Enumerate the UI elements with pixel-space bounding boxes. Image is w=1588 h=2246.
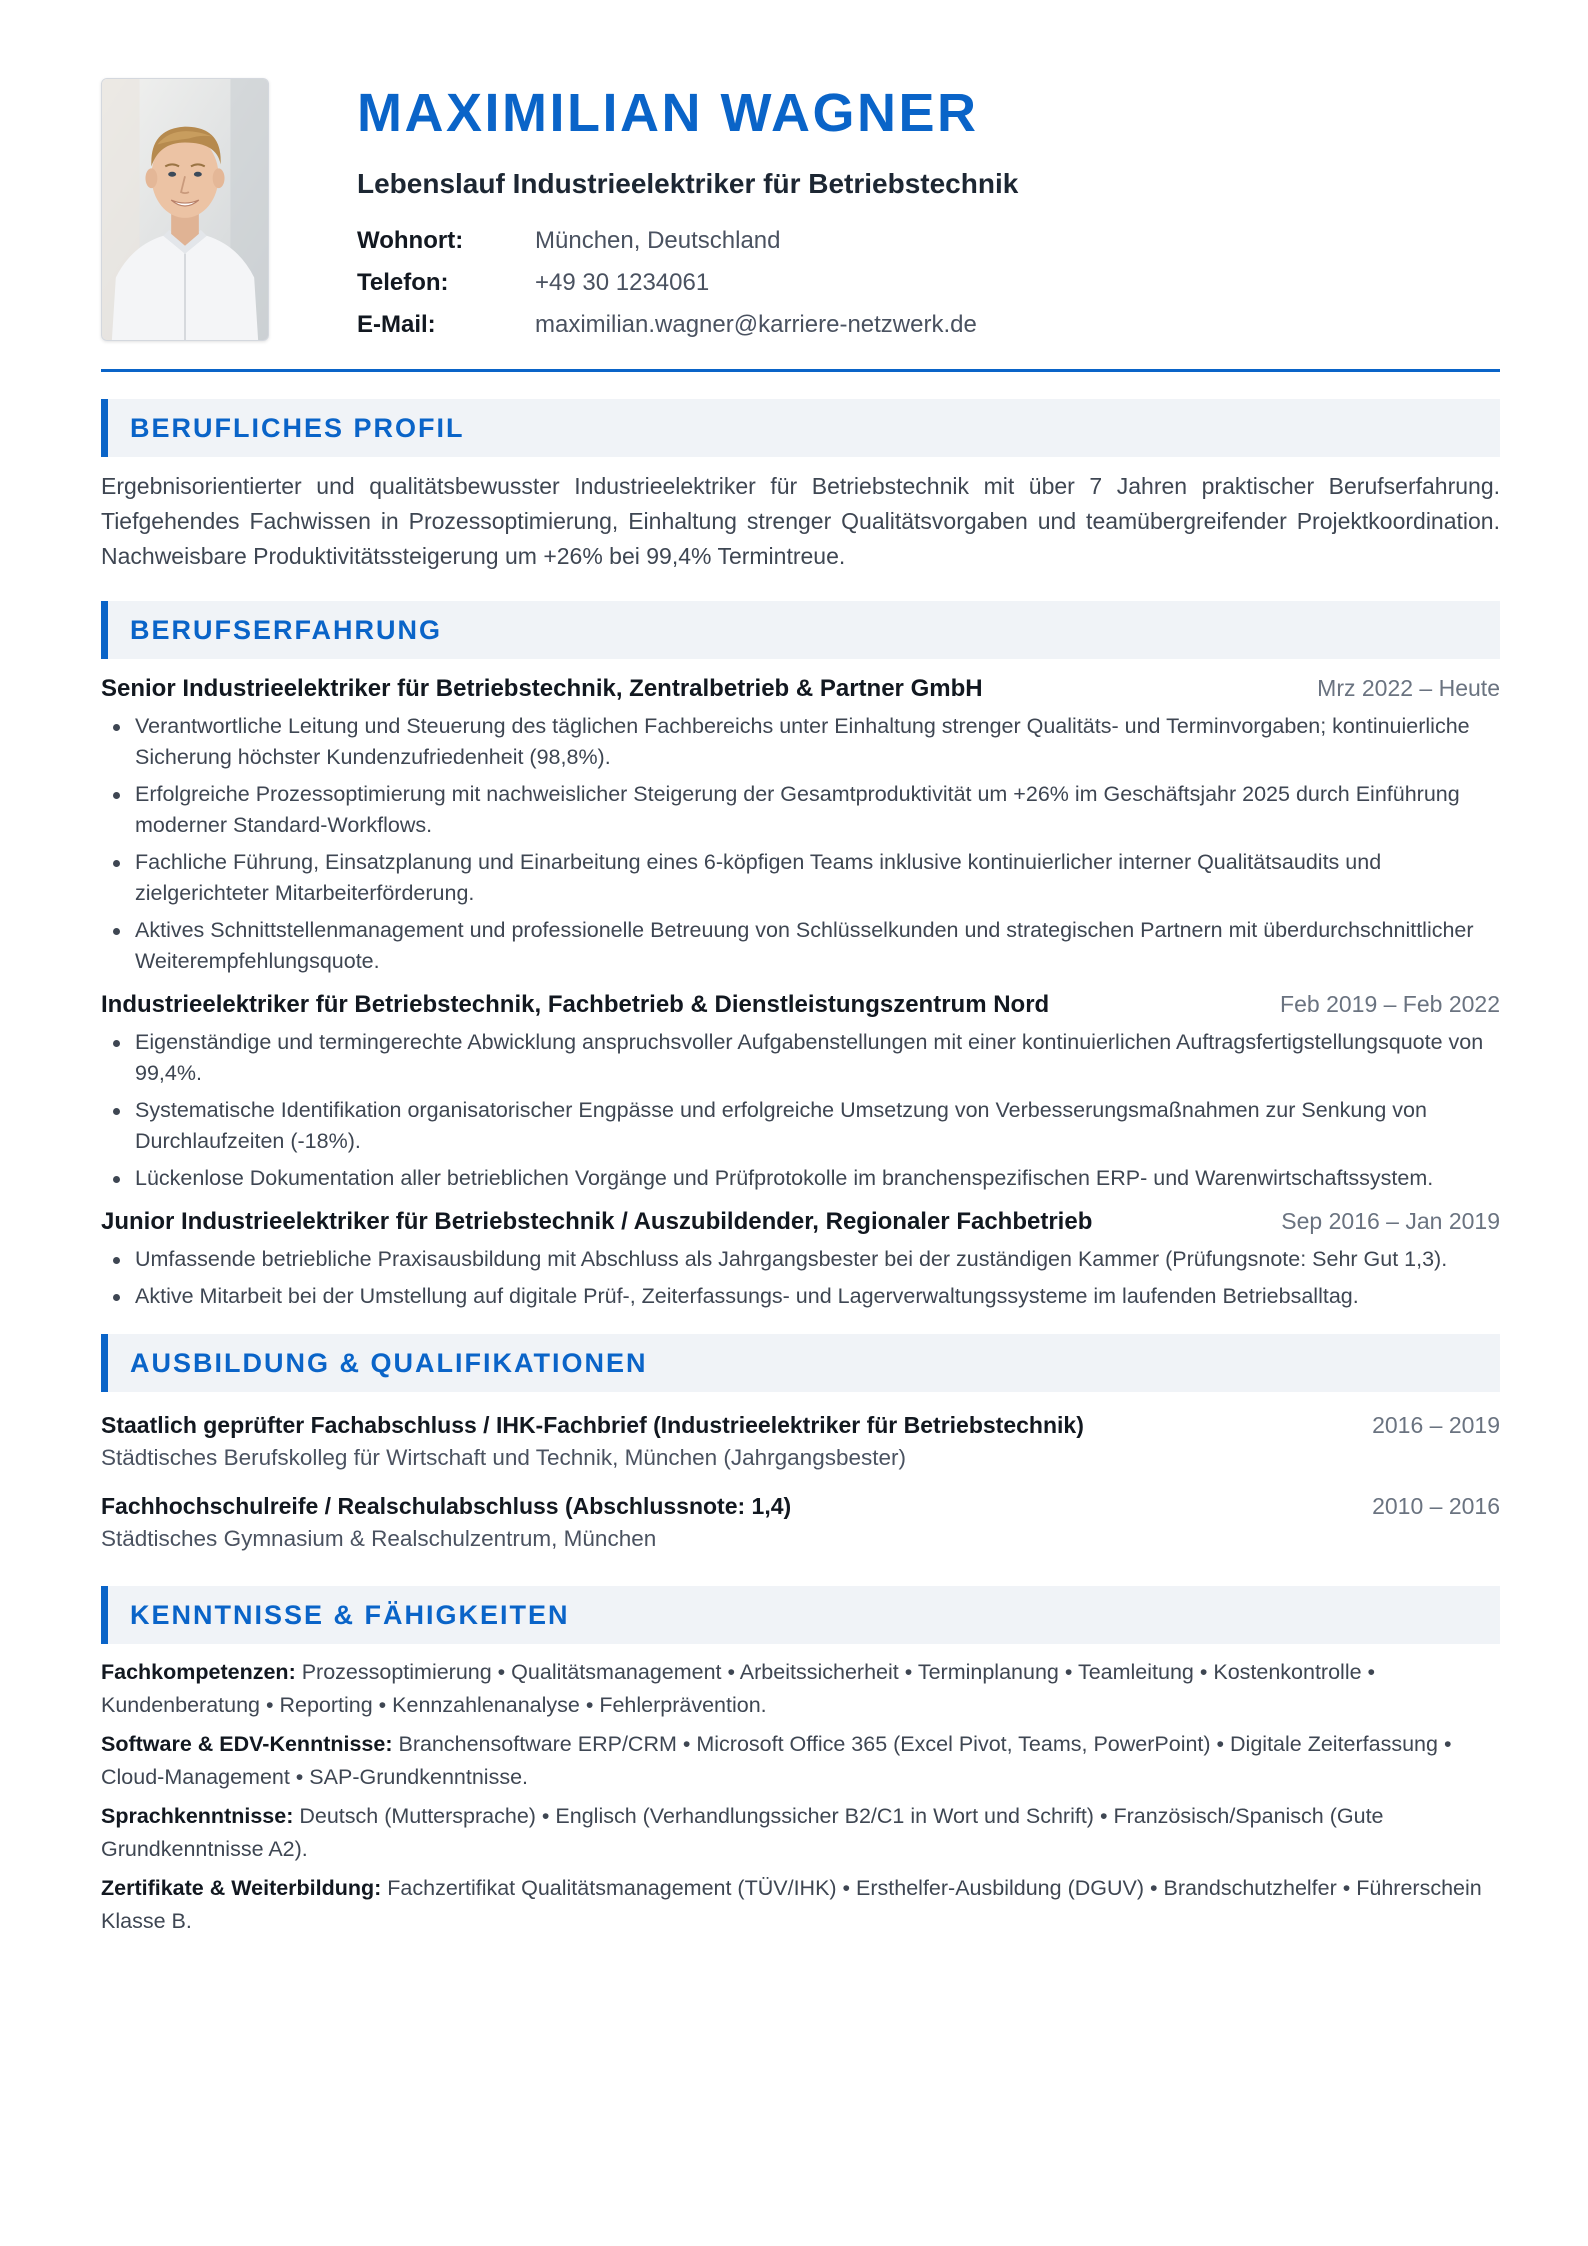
education-title: Staatlich geprüfter Fachabschluss / IHK-Fachbrief (Industrieelektriker für Betriebstechnik) [101,1412,1084,1438]
skill-line [101,1872,1500,1938]
contact-row-email [357,304,1018,346]
section-title: AUSBILDUNG & QUALIFIKATIONEN [130,1347,648,1378]
job-bullet: Erfolgreiche Prozessoptimierung mit nachweislicher Steigerung der Gesamtproduktivität um +26% im Geschäftsjahr 2025 durch Einführung moderner Standard-Workflows. [135,779,1500,841]
skill-label: Sprachkenntnisse: [101,1804,294,1828]
education-header [101,1493,1500,1520]
job-bullet: Aktive Mitarbeit bei der Umstellung auf digitale Prüf-, Zeiterfassungs- und Lagerverwaltungssysteme im laufenden Betriebsalltag. [135,1281,1500,1312]
header-text [357,78,1018,346]
section-skills [101,1586,1500,1938]
skill-label: Software & EDV-Kenntnisse: [101,1732,393,1756]
candidate-name: MAXIMILIAN WAGNER [357,83,979,143]
job-bullets [101,1027,1500,1194]
education-institution: Städtisches Gymnasium & Realschulzentrum, München [101,1526,657,1551]
skill-text: Deutsch (Muttersprache) • Englisch (Verhandlungssicher B2/C1 in Wort und Schrift) • Französisch/Spanisch (Gute Grundkenntnisse A2). [101,1804,1384,1861]
education-header [101,1412,1500,1439]
contact-row-phone [357,262,1018,304]
resume-subtitle: Lebenslauf Industrieelektriker für Betriebstechnik [357,168,1019,199]
job-date: Mrz 2022 – Heute [1317,675,1500,701]
section-title: BERUFLICHES PROFIL [130,412,465,443]
skill-line [101,1800,1500,1866]
job-header [101,991,1500,1019]
phone-value: +49 30 1234061 [535,269,710,296]
section-header [101,601,1500,659]
skill-text: Prozessoptimierung • Qualitätsmanagement • Arbeitssicherheit • Terminplanung • Teamleitung • Kostenkontrolle • Kundenberatung • Reporting • Kennzahlenanalyse • Fehlerprävention. [101,1660,1376,1717]
education-date: 2010 – 2016 [1372,1493,1500,1519]
section-header [101,1586,1500,1644]
profile-summary: Ergebnisorientierter und qualitätsbewusster Industrieelektriker für Betriebstechnik mit über 7 Jahren praktischer Berufserfahrung. Tiefgehendes Fachwissen in Prozessoptimierung, Einhaltung strenger Qualitätsvorgaben und teamübergreifender Projektkoordination. Nachweisbare Produktivitätssteigerung um +26% bei 99,4% Termintreue. [101,473,1500,569]
skills-list [101,1656,1500,1938]
job-entry [101,991,1500,1194]
section-title: KENNTNISSE & FÄHIGKEITEN [130,1599,570,1630]
job-date: Sep 2016 – Jan 2019 [1281,1208,1500,1234]
contact-list [357,220,1018,346]
education-title: Fachhochschulreife / Realschulabschluss (Abschlussnote: 1,4) [101,1493,792,1519]
job-bullet: Umfassende betriebliche Praxisausbildung mit Abschluss als Jahrgangsbester bei der zuständigen Kammer (Prüfungsnote: Sehr Gut 1,3). [135,1244,1500,1275]
job-bullet: Aktives Schnittstellenmanagement und professionelle Betreuung von Schlüsselkunden und strategischen Partnern mit überdurchschnittlicher Weiterempfehlungsquote. [135,915,1500,977]
education-entry [101,1493,1500,1552]
section-title: BERUFSERFAHRUNG [130,614,443,645]
contact-label: Wohnort: [357,227,464,254]
job-bullet: Fachliche Führung, Einsatzplanung und Einarbeitung eines 6-köpfigen Teams inklusive kontinuierlicher interner Qualitätsaudits und zielgerichteter Mitarbeiterförderung. [135,847,1500,909]
job-header [101,1208,1500,1236]
section-header [101,399,1500,457]
skill-label: Fachkompetenzen: [101,1660,296,1684]
header-divider [101,369,1500,372]
resume-header [101,78,1500,346]
location-value: München, Deutschland [535,227,781,254]
section-education [101,1334,1500,1552]
contact-row-location [357,220,1018,262]
job-entry [101,1208,1500,1312]
job-bullet: Verantwortliche Leitung und Steuerung des täglichen Fachbereichs unter Einhaltung strenger Qualitäts- und Terminvorgaben; kontinuierliche Sicherung höchster Kundenzufriedenheit (98,8%). [135,711,1500,773]
section-experience [101,601,1500,1312]
job-date: Feb 2019 – Feb 2022 [1280,991,1500,1017]
skill-label: Zertifikate & Weiterbildung: [101,1876,382,1900]
profile-photo [101,78,269,341]
job-bullet: Eigenständige und termingerechte Abwicklung anspruchsvoller Aufgabenstellungen mit einer kontinuierlichen Auftragsfertigstellungsquote von 99,4%. [135,1027,1500,1089]
job-bullet: Systematische Identifikation organisatorischer Engpässe und erfolgreiche Umsetzung von Verbesserungsmaßnahmen zur Senkung von Durchlaufzeiten (-18%). [135,1095,1500,1157]
job-title: Industrieelektriker für Betriebstechnik, Fachbetrieb & Dienstleistungszentrum Nord [101,991,1050,1018]
section-header [101,1334,1500,1392]
education-institution: Städtisches Berufskolleg für Wirtschaft und Technik, München (Jahrgangsbester) [101,1445,906,1470]
skill-text: Branchensoftware ERP/CRM • Microsoft Office 365 (Excel Pivot, Teams, PowerPoint) • Digitale Zeiterfassung • Cloud-Management • SAP-Grundkenntnisse. [101,1732,1452,1789]
job-title: Junior Industrieelektriker für Betriebstechnik / Auszubildender, Regionaler Fachbetrieb [101,1208,1093,1235]
skill-line [101,1656,1500,1722]
job-title: Senior Industrieelektriker für Betriebstechnik, Zentralbetrieb & Partner GmbH [101,675,983,702]
contact-label: E-Mail: [357,311,436,338]
job-bullets [101,711,1500,977]
job-bullets [101,1244,1500,1312]
job-bullet: Lückenlose Dokumentation aller betrieblichen Vorgänge und Prüfprotokolle im branchenspezifischen ERP- und Warenwirtschaftssystem. [135,1163,1500,1194]
skill-line [101,1728,1500,1794]
portrait-illustration [102,79,268,340]
job-entry [101,675,1500,977]
skill-text: Fachzertifikat Qualitätsmanagement (TÜV/IHK) • Ersthelfer-Ausbildung (DGUV) • Brandschutzhelfer • Führerschein Klasse B. [101,1876,1482,1933]
education-entry [101,1412,1500,1471]
contact-label: Telefon: [357,269,449,296]
job-header [101,675,1500,703]
email-value: maximilian.wagner@karriere-netzwerk.de [535,311,977,338]
section-profile [101,399,1500,574]
education-date: 2016 – 2019 [1372,1412,1500,1438]
